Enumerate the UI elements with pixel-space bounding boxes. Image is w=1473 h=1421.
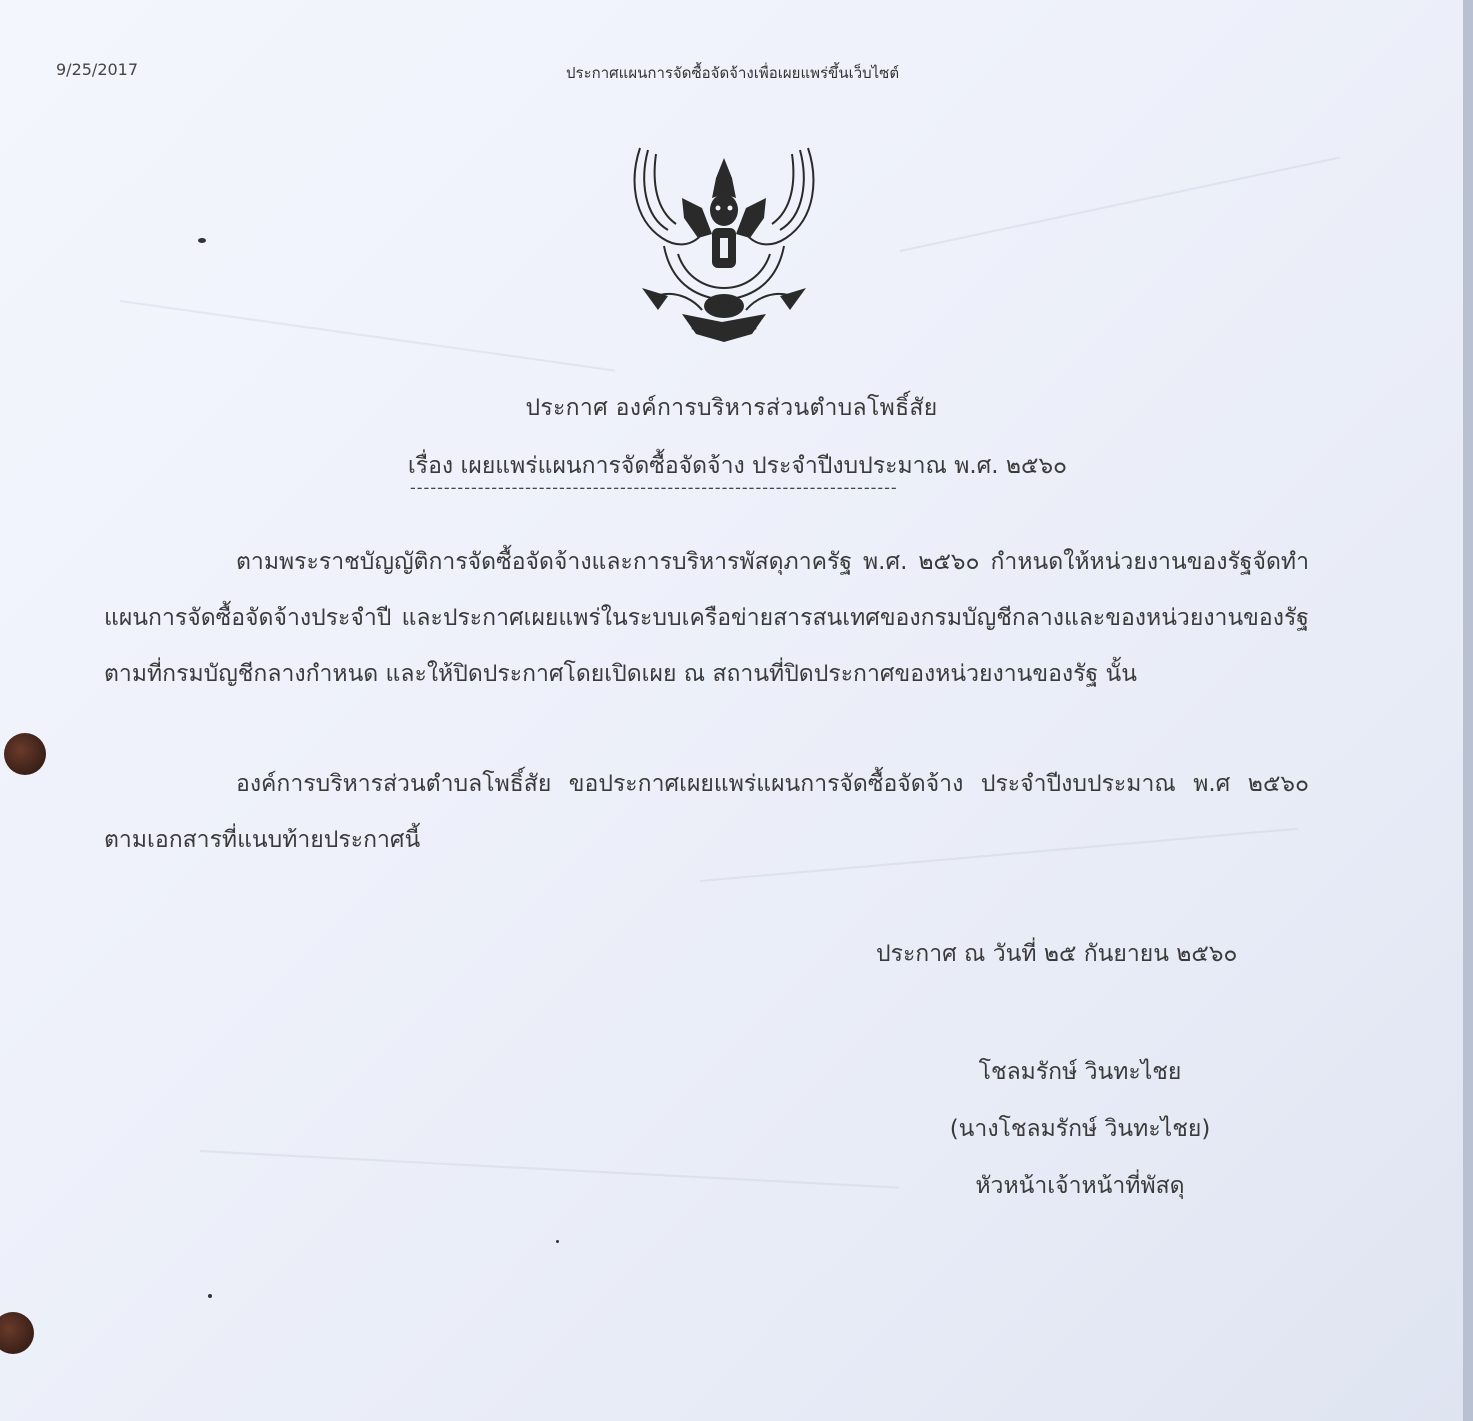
print-date: 9/25/2017 [56,60,139,79]
paper-crease [900,156,1341,252]
ink-speck [208,1294,212,1298]
punch-hole [4,733,46,775]
dashed-divider: ------------------------------------------------------------------------ [410,478,898,497]
announcement-date: ประกาศ ณ วันที่ ๒๕ กันยายน ๒๕๖๐ [876,941,1238,967]
signer-full-name: (นางโชลมรักษ์ วินทะไชย) [949,1116,1211,1142]
garuda-emblem-icon [622,138,826,348]
ink-speck [198,238,206,243]
signer-position: หัวหน้าเจ้าหน้าที่พัสดุ [975,1173,1185,1199]
signature-block [900,1044,1260,1215]
paper-crease [200,1150,899,1189]
announcement-title: ประกาศ องค์การบริหารส่วนตำบลโพธิ์สัย [525,395,938,421]
signed-name: โชลมรักษ์ วินทะไชย [978,1059,1182,1085]
body-paragraph-1: ตามพระราชบัญญัติการจัดซื้อจัดจ้างและการบริหารพัสดุภาครัฐ พ.ศ. ๒๕๖๐ กำหนดให้หน่วยงานของรัฐจัดทำแผนการจัดซื้อจัดจ้างประจำปี และประกาศเผยแพร่ในระบบเครือข่ายสารสนเทศของกรมบัญชีกลางและของหน่วยงานของรัฐตามที่กรมบัญชีกลางกำหนด และให้ปิดประกาศโดยเปิดเผย ณ สถานที่ปิดประกาศของหน่วยงานของรัฐ นั้น [104,549,1309,687]
ink-speck [556,1240,559,1243]
punch-hole [0,1312,34,1354]
body-paragraph-2: องค์การบริหารส่วนตำบลโพธิ์สัย ขอประกาศเผยแพร่แผนการจัดซื้อจัดจ้าง ประจำปีงบประมาณ พ.ศ ๒๕๖๐ ตามเอกสารที่แนบท้ายประกาศนี้ [104,771,1309,853]
announcement-subject: เรื่อง เผยแพร่แผนการจัดซื้อจัดจ้าง ประจำปีงบประมาณ พ.ศ. ๒๕๖๐ [407,453,1068,479]
print-header-title: ประกาศแผนการจัดซื้อจัดจ้างเพื่อเผยแพร่ขึ้นเว็บไซต์ [566,64,900,82]
paper-crease [120,300,615,372]
